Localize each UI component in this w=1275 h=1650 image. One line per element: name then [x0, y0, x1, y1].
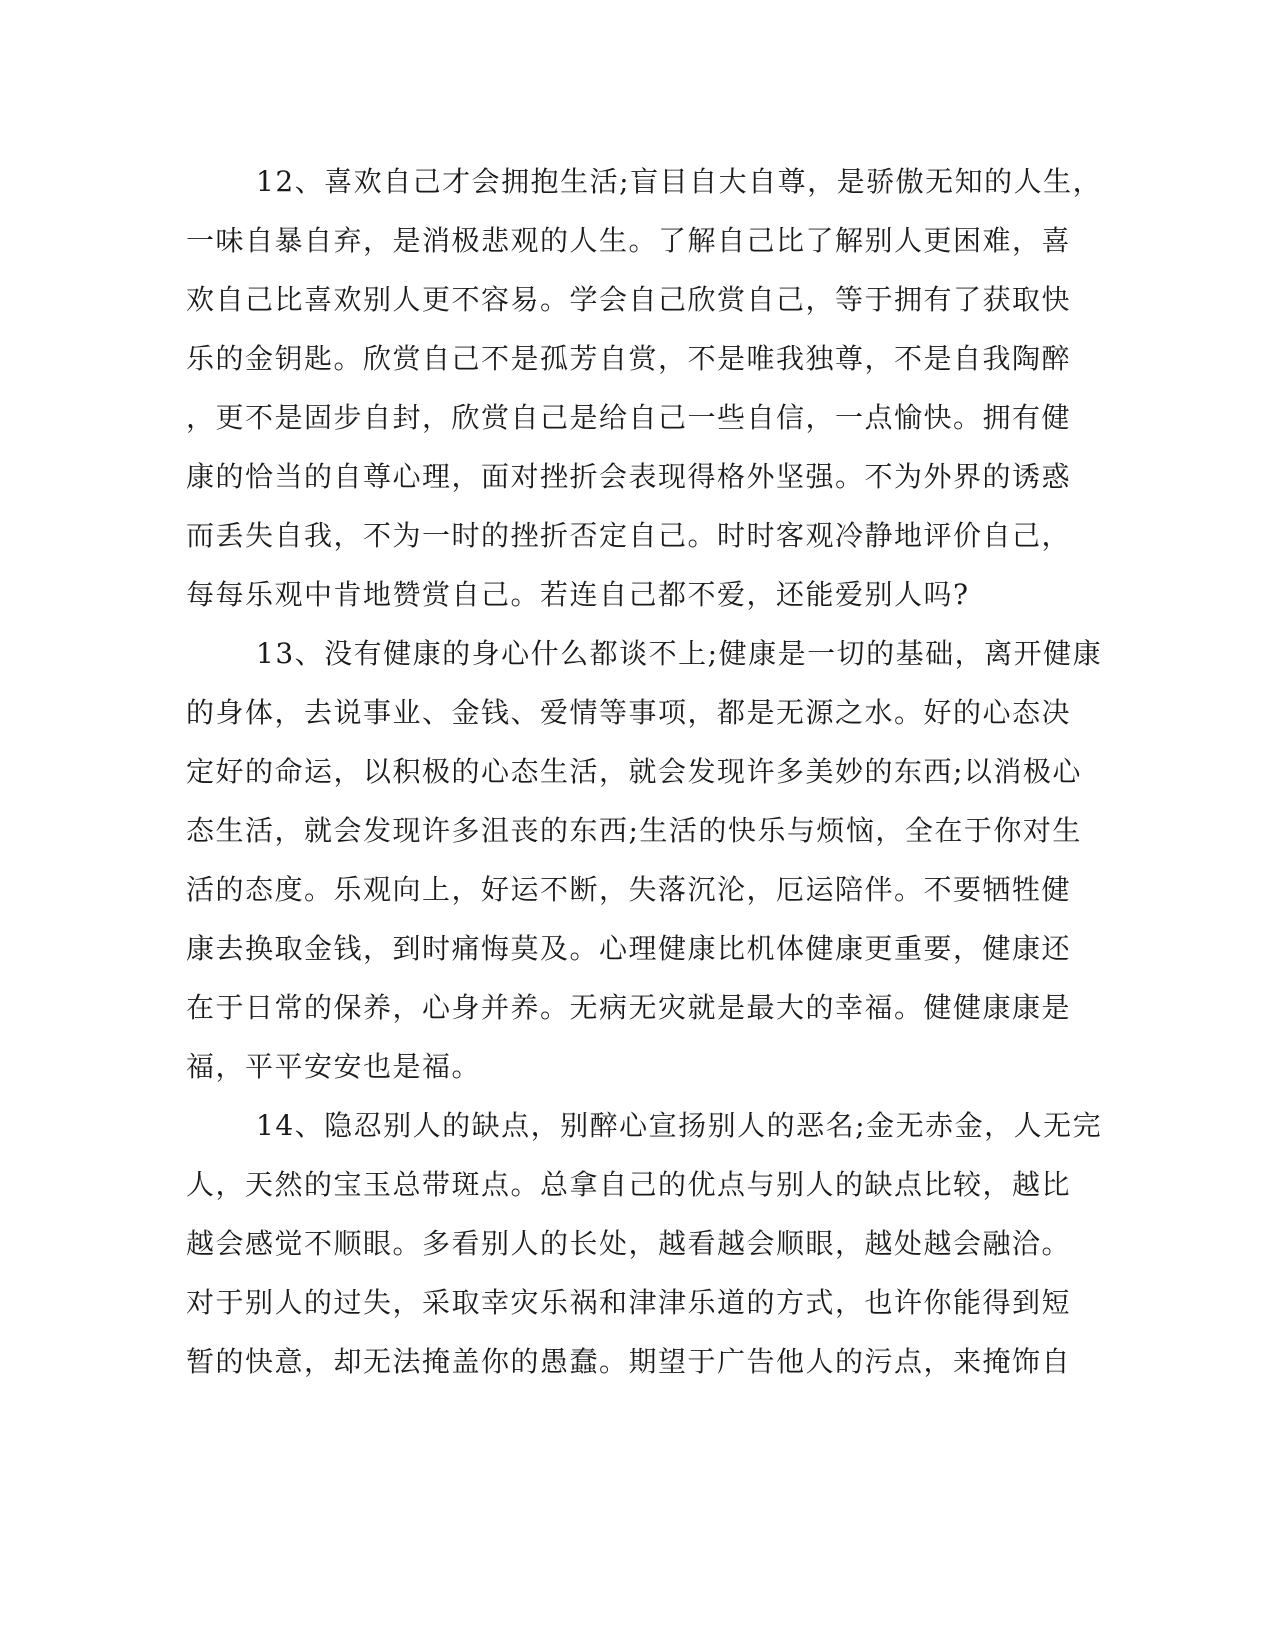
paragraph-13-line-2: 的身体，去说事业、金钱、爱情等事项，都是无源之水。好的心态决 — [186, 696, 1072, 729]
paragraph-12-line-7: 而丢失自我，不为一时的挫折否定自己。时时客观冷静地评价自己， — [186, 519, 1072, 552]
paragraph-13-line-4: 态生活，就会发现许多沮丧的东西;生活的快乐与烦恼，全在于你对生 — [186, 814, 1082, 847]
paragraph-14-line-4: 对于别人的过失，采取幸灾乐祸和津津乐道的方式，也许你能得到短 — [186, 1286, 1072, 1319]
paragraph-12-line-6: 康的恰当的自尊心理，面对挫折会表现得格外坚强。不为外界的诱惑 — [186, 460, 1072, 493]
paragraph-14-line-1: 14、隐忍别人的缺点，别醉心宣扬别人的恶名;金无赤金，人无完 — [256, 1109, 1103, 1142]
paragraph-14-line-3: 越会感觉不顺眼。多看别人的长处，越看越会顺眼，越处越会融洽。 — [186, 1227, 1072, 1260]
paragraph-13-line-7: 在于日常的保养，心身并养。无病无灾就是最大的幸福。健健康康是 — [186, 991, 1072, 1024]
paragraph-12-line-4: 乐的金钥匙。欣赏自己不是孤芳自赏，不是唯我独尊，不是自我陶醉 — [186, 342, 1072, 375]
paragraph-14-line-2: 人，天然的宝玉总带斑点。总拿自己的优点与别人的缺点比较，越比 — [186, 1168, 1072, 1201]
paragraph-13-line-6: 康去换取金钱，到时痛悔莫及。心理健康比机体健康更重要，健康还 — [186, 932, 1072, 965]
paragraph-12-line-5: ，更不是固步自封，欣赏自己是给自己一些自信，一点愉快。拥有健 — [186, 401, 1072, 434]
paragraph-12-line-2: 一味自暴自弃，是消极悲观的人生。了解自己比了解别人更困难，喜 — [186, 224, 1072, 257]
paragraph-13-line-3: 定好的命运，以积极的心态生活，就会发现许多美妙的东西;以消极心 — [186, 755, 1082, 788]
paragraph-13-line-8: 福，平平安安也是福。 — [186, 1050, 482, 1083]
paragraph-12-line-8: 每每乐观中肯地赞赏自己。若连自己都不爱，还能爱别人吗? — [186, 578, 970, 611]
paragraph-13-line-5: 活的态度。乐观向上，好运不断，失落沉沦，厄运陪伴。不要牺牲健 — [186, 873, 1072, 906]
paragraph-14-line-5: 暂的快意，却无法掩盖你的愚蠢。期望于广告他人的污点，来掩饰自 — [186, 1345, 1072, 1378]
paragraph-12-line-1: 12、喜欢自己才会拥抱生活;盲目自大自尊，是骄傲无知的人生， — [256, 165, 1103, 198]
paragraph-12-line-3: 欢自己比喜欢别人更不容易。学会自己欣赏自己，等于拥有了获取快 — [186, 283, 1072, 316]
paragraph-13-line-1: 13、没有健康的身心什么都谈不上;健康是一切的基础，离开健康 — [256, 637, 1103, 670]
